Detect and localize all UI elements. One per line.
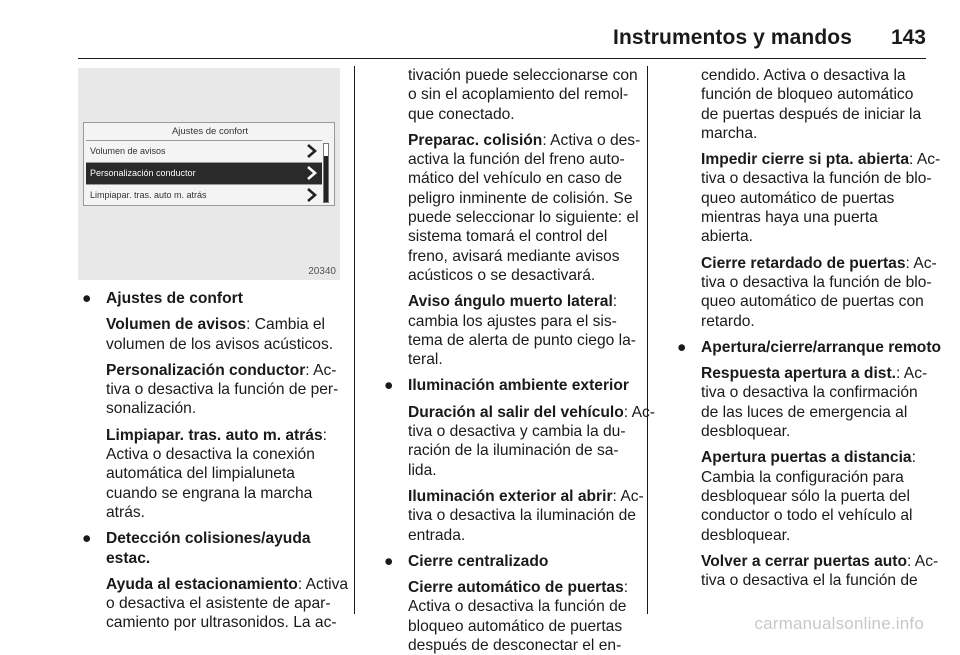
term: Duración al salir del vehículo [408,403,624,421]
term: Respuesta apertura a dist. [701,365,896,383]
text: : Activa [297,575,349,593]
text-line: queo automático de puertas con [701,293,924,311]
paragraph-aviso-angulo [380,292,642,369]
text-line: tiva o desactiva el la función de [701,572,918,590]
text-line: tiva o desactiva la confirmación [701,384,918,402]
text: : [911,449,916,467]
paragraph-iluminacion-abrir [408,487,642,545]
text-line: mientras haya una puerta [701,209,878,227]
text-line: queo automático de puertas [701,189,895,207]
text: : Ac- [905,254,937,272]
text-line: o desactiva el asistente de apar- [106,595,331,613]
bullet-dot: ● [677,338,687,356]
text-line: tiva o desactiva y cambia la du- [408,423,626,441]
text-line: teral. [408,351,443,369]
text-line: Cambia la configuración para [701,468,904,486]
screen-figure [78,68,340,280]
screen-menu-title: Ajustes de confort [171,126,249,137]
text: : Ac- [612,487,644,505]
screen-menu-row [86,140,322,162]
paragraph-duracion-salir [408,403,655,480]
bullet-remote-access [673,338,942,591]
term: Cierre automático de puertas [408,579,624,597]
text-line: retardo. [701,312,755,330]
term: Personalización conductor [106,361,306,379]
column-2 [380,66,655,655]
term: Iluminación exterior al abrir [408,487,613,505]
screen-menu-row-label: Limpiapar. tras. auto m. atrás [90,190,207,200]
paragraph-cierre-automatico [408,578,642,655]
term: Preparac. colisión [408,131,543,149]
text-line: Activa o desactiva la función de [408,598,627,616]
paragraph-volumen-avisos [106,315,348,354]
bullet-title: Iluminación ambiente exterior [408,377,629,395]
chevron-right-icon [304,165,318,181]
text: : Ac- [896,365,928,383]
text-line: volumen de los avisos acústicos. [106,335,334,353]
text-line: lida. [408,461,437,479]
paragraph-limpiapar [106,426,348,522]
text-line: cendido. Activa o desactiva la [701,67,906,84]
screen-menu-panel [83,122,335,206]
text-line: automática del limpialuneta [106,465,295,483]
screen-menu-row-selected [86,162,322,184]
screen-menu-row-label: Personalización conductor [90,168,196,178]
text-line: entrada. [408,526,466,544]
text: : [322,426,327,444]
chevron-right-icon [304,187,318,203]
section-title: Instrumentos y mandos [613,26,852,49]
text-line: peligro inminente de colisión. Se [408,189,633,207]
text-line: desbloquear sólo la puerta del [701,487,910,505]
text-line: tiva o desactiva la función de blo- [701,273,932,291]
term: Apertura puertas a distancia [701,449,912,467]
text-line: tiva o desactiva la función de blo- [701,170,932,188]
paragraph-volver-cerrar [701,552,939,591]
text-line: de puertas después de iniciar la [701,105,922,123]
column-3 [673,66,942,590]
text-line: abierta. [701,228,754,246]
watermark: carmanualsonline.info [754,614,924,633]
bullet-title: Cierre centralizado [408,552,549,570]
header-rule [78,58,926,59]
bullet-dot: ● [384,552,394,570]
bullet-dot: ● [384,377,394,395]
bullet-title: Apertura/cierre/arranque remoto [701,338,942,356]
page-header [0,0,960,58]
text-line: marcha. [701,124,758,142]
text-line: bloqueo automático de puertas [408,617,623,635]
paragraph-respuesta-apertura [701,364,935,441]
bullet-collision-detection [78,529,348,632]
paragraph-continuation [380,66,642,124]
term: Volumen de avisos [106,316,247,334]
paragraph-impedir-cierre [673,150,941,246]
text-line: desbloquear. [701,526,791,544]
bullet-dot: ● [82,290,92,307]
text-line: conductor o todo el vehículo al [701,507,913,525]
paragraph-apertura-distancia [701,448,935,544]
bullet-dot: ● [82,530,92,548]
paragraph-preparac-colision [380,131,642,285]
text: : [612,293,618,311]
text: : Ac- [305,361,337,379]
screen-menu-list [86,140,322,206]
text-line: tiva o desactiva la función de per- [106,381,339,399]
text-line: cambia los ajustes para el sis- [408,312,617,330]
page-number: 143 [890,26,926,49]
text-line: mático del vehículo en caso de [408,170,623,188]
text-line: atrás. [106,503,145,521]
text-line: cuando se engrana la marcha [106,484,313,502]
screen-scrollbar [323,143,329,203]
paragraph-cierre-retardado [673,254,935,331]
paragraph-ayuda-estacionamiento [106,575,348,633]
text-line: que conectado. [408,105,515,123]
text-line: Activa o desactiva la conexión [106,446,315,464]
term: Impedir cierre si pta. abierta [701,151,910,169]
column-divider-1 [354,66,355,614]
text-line: activa la función del freno auto- [408,151,625,169]
column-1 [78,289,348,633]
paragraph-personalizacion [106,361,348,419]
text-line: tivación puede seleccionarse con [408,67,638,84]
text-line: ración de la iluminación de sa- [408,442,619,460]
bullet-central-locking [380,552,642,655]
text-line: puede seleccionar lo siguiente: el [408,209,639,227]
text-line: freno, avisará mediante avisos [408,247,620,265]
text: : Activa o des- [542,131,641,149]
text: : Ac- [907,552,939,570]
bullet-comfort-settings [78,289,348,522]
text-line: sonalización. [106,400,197,418]
text: : Ac- [909,151,941,169]
text: : Ac- [623,403,655,421]
text: : Cambia el [246,316,325,334]
text-line: camiento por ultrasonidos. La ac- [106,614,337,632]
screen-menu-row-label: Volumen de avisos [90,146,166,156]
bullet-title: estac. [106,549,151,567]
text: : [623,579,629,597]
text-line: tema de alerta de punto ciego la- [408,331,636,349]
bullet-title: Ajustes de confort [106,290,243,307]
text-line: función de bloqueo automático [701,86,914,104]
figure-id: 20340 [308,266,336,277]
term: Cierre retardado de puertas [701,254,906,272]
screen-menu-row [86,184,322,206]
text-line: desbloquear. [701,423,791,441]
term: Volver a cerrar puertas auto [701,552,907,570]
text-line: de las luces de emergencia al [701,403,908,421]
text-line: tiva o desactiva la iluminación de [408,507,636,525]
text-line: o sin el acoplamiento del remol- [408,86,629,104]
bullet-exterior-lighting [380,376,655,544]
text-line: acústicos o se desactivará. [408,266,596,284]
term: Limpiapar. tras. auto m. atrás [106,426,323,444]
term: Ayuda al estacionamiento [106,575,298,593]
chevron-right-icon [304,143,318,159]
text-line: después de desconectar el en- [408,637,622,655]
column-divider-2 [647,66,648,614]
paragraph-continuation [673,66,935,143]
text-line: sistema tomará el control del [408,228,608,246]
term: Aviso ángulo muerto lateral [408,293,613,311]
screen-scrollbar-thumb [324,156,328,202]
bullet-title: Detección colisiones/ayuda [106,530,311,548]
